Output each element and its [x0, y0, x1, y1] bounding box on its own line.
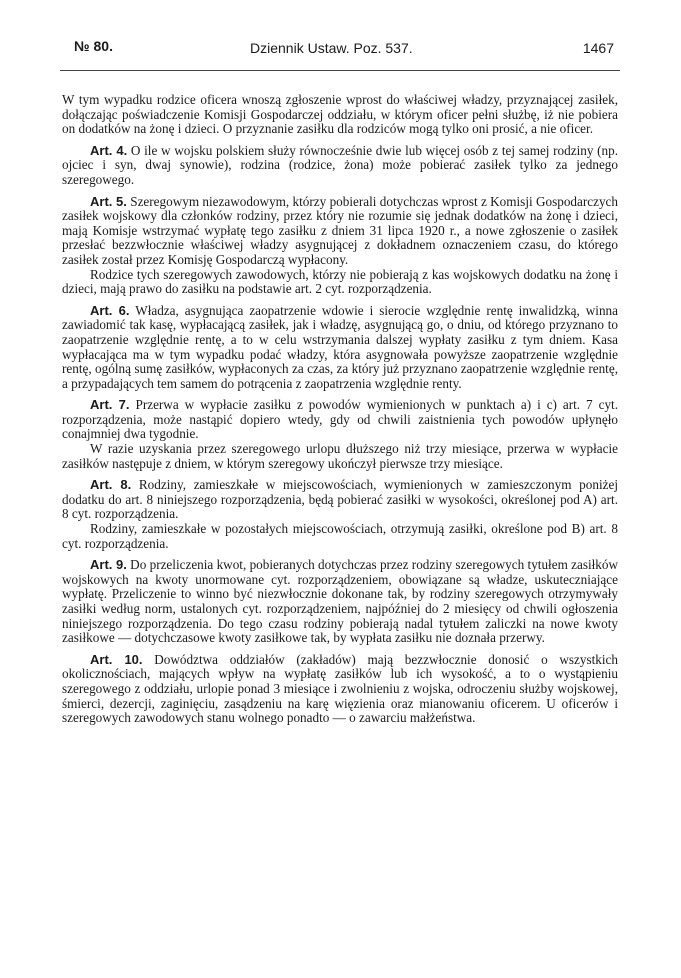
page-number: 1467: [582, 40, 614, 56]
issue-number: № 80.: [74, 38, 113, 54]
article-4: [62, 144, 618, 188]
paragraph-text: W razie uzyskania przez szeregowego urlopu dłuższego niż trzy miesiące, przerwa w wypłacie zasiłków następuje z dniem, w którym szeregowy ukończył pierwsze trzy miesiące.: [62, 441, 618, 471]
paragraph-art8-cont: [62, 522, 618, 551]
article-label: Art. 10.: [90, 651, 143, 667]
article-text: Władza, asygnująca zaopatrzenie wdowie i sierocie względnie rentę inwalidzką, winna zawiadomić tak kasę, wypłacającą zasiłek, jak i władzę, asygnującą go, o dniu, od którego przyznano to zaopatrzenie względnie rentę, a to w celu wstrzymania dalszej wypłaty zasiłku z tym dniem. Kasa wypłacająca ma w tym wypadku podać władzy, która asygnowała powyższe zaopatrzenie względnie rentę, ogólną sumę zasiłków, wypłaconych za czas, za który już przyznano zaopatrzenie względnie rentę, a przypadających tem samem do potrącenia z zaopatrzenia względnie renty.: [62, 302, 619, 391]
header-divider: [60, 70, 620, 71]
paragraph-text: Rodzice tych szeregowych zawodowych, którzy nie pobierają z kas wojskowych dodatku na żonę i dzieci, mają prawo do zasiłku na podstawie art. 2 cyt. rozporządzenia.: [62, 266, 618, 297]
article-label: Art. 4.: [90, 142, 128, 158]
article-8: [62, 478, 618, 522]
paragraph-art5-cont: [62, 268, 618, 297]
article-text: Przerwa w wypłacie zasiłku z powodów wymienionych w punktach a) i c) art. 7 cyt. rozporządzenia, może nastąpić dopiero wtedy, gdy od chwili zaistnienia tych powodów upłynęło conajmniej dwa tygodnie.: [62, 397, 619, 442]
article-10: [62, 653, 618, 726]
article-6: [62, 304, 618, 392]
page-header: [60, 38, 620, 62]
article-label: Art. 5.: [90, 193, 127, 209]
paragraph-text: Rodziny, zamieszkałe w pozostałych miejscowościach, otrzymują zasiłki, określone pod B) art. 8 cyt. rozporządzenia.: [62, 521, 618, 551]
article-label: Art. 6.: [90, 302, 130, 318]
article-text: Szeregowym niezawodowym, którzy pobierali dotychczas wprost z Komisji Gospodarczych zasiłek wojskowy dla członków rodziny, przez który nie rozumie się jednak dodatków na żonę i dzieci, mają Komisje wstrzymać wypłatę tego zasiłku z dniem 31 lipca 1920 r., a nowe zgłoszenie o zasiłek przesłać bezzwłocznie właściwej władzy asygnującej z dokładnem oznaczeniem czasu, do którego zasiłek został przez Komisję Gospodarczą wypłacony.: [62, 193, 619, 267]
article-label: Art. 9.: [90, 557, 127, 573]
article-text: Do przeliczenia kwot, pobieranych dotychczas przez rodziny szeregowych tytułem zasiłków wojskowych na kwoty unormowane cyt. rozporządzeniem, obowiązane są władze, uskuteczniające wypłatę. Przeliczenie to winno być niezwłocznie dokonane tak, by rodziny szeregowych otrzymywały zasiłki według norm, ustalonych cyt. rozporządzeniem, najpóźniej do 2 miesięcy od chwili ogłoszenia niniejszego rozporządzenia. Do tego czasu rodziny pobierają nadal tytułem zaliczki na nowe kwoty zasiłkowe — dotychczasowe kwoty zasiłkowe tak, by wypłata zasiłku nie doznała przerwy.: [62, 557, 619, 646]
article-label: Art. 7.: [90, 397, 130, 413]
article-text: O ile w wojsku polskiem służy równocześnie dwie lub więcej osób z tej samej rodziny (np. ojciec i syn, dwaj synowie), rodzina (rodzice, żona) może pobierać zasiłek tylko za jednego szeregowego.: [62, 142, 619, 187]
journal-title: Dziennik Ustaw. Poz. 537.: [250, 40, 413, 56]
article-text: Rodziny, zamieszkałe w miejscowościach, wymienionych w zamieszczonym poniżej dodatku do art. 8 niniejszego rozporządzenia, będą pobierać zasiłki w wysokości, określonej pod A) art. 8 cyt. rozporządzenia.: [62, 477, 618, 522]
article-7: [62, 398, 618, 442]
article-9: [62, 558, 618, 646]
paragraph-intro: [62, 93, 618, 137]
article-text: Dowództwa oddziałów (zakładów) mają bezzwłocznie donosić o wszystkich okolicznościach, mających wpływ na wypłatę zasiłków lub ich wysokość, a to o wystąpieniu szeregowego z oddziału, urlopie ponad 3 miesiące i zwolnieniu z wojska, odroczeniu służby wojskowej, śmierci, dezercji, zaginięciu, zasądzeniu na karę więzienia oraz mianowaniu oficerem. U oficerów i szeregowych zawodowych stanu wolnego ponadto — o zawarciu małżeństwa.: [62, 651, 618, 726]
document-body: [62, 93, 618, 726]
paragraph-art7-cont: [62, 442, 618, 471]
article-5: [62, 195, 618, 268]
paragraph-text: W tym wypadku rodzice oficera wnoszą zgłoszenie wprost do właściwej władzy, przyznającej zasiłek, dołączając poświadczenie Komisji Gospodarczej oddziału, w którym oficer pełni służbę, iż nie pobiera on dodatków na żonę i dzieci. O przyznanie zasiłku dla rodziców mogą tylko oni prosić, a nie oficer.: [62, 92, 618, 137]
article-label: Art. 8.: [90, 477, 132, 493]
